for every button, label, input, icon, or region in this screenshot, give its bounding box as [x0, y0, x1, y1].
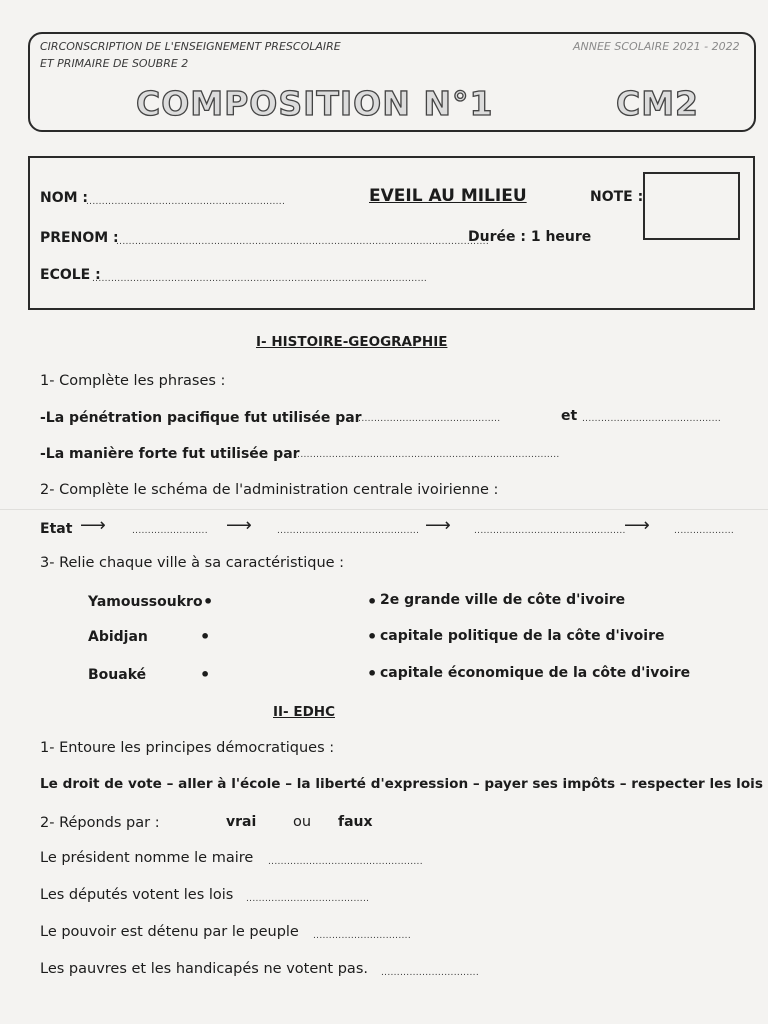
city-abidjan: Abidjan [88, 629, 148, 645]
prenom-label: PRENOM : [40, 230, 119, 246]
city-dot-1[interactable]: • [203, 592, 214, 611]
schema-etat: Etat [40, 521, 73, 537]
s1-q1-line2-blank[interactable]: .................................................................................... [294, 450, 560, 460]
city-yamoussoukro: Yamoussoukro [88, 594, 203, 610]
note-label: NOTE : [590, 189, 644, 205]
statement-1: Le président nomme le maire [40, 850, 254, 866]
ecole-label: ECOLE : [40, 267, 101, 283]
statement-2-blank[interactable]: ....................................... [246, 894, 370, 904]
trait-dot-3[interactable]: • [367, 664, 378, 683]
scan-artifact-line [0, 509, 768, 510]
city-dot-2[interactable]: • [200, 627, 211, 646]
prenom-field[interactable]: ...................................................................................................................... [116, 237, 489, 247]
section-2-title: II- EDHC [273, 704, 335, 720]
trait-2: capitale politique de la côte d'ivoire [380, 628, 665, 644]
schema-blank-2[interactable]: ............................................. [277, 526, 420, 536]
school-year: ANNEE SCOLAIRE 2021 - 2022 [573, 40, 740, 53]
s1-question-1: 1- Complète les phrases : [40, 373, 226, 389]
democratic-principles[interactable]: Le droit de vote – aller à l'école – la liberté d'expression – payer ses impôts – respecter les lois [40, 776, 763, 792]
schema-arrow-2: ⟶ [226, 515, 252, 536]
subject-title: EVEIL AU MILIEU [369, 186, 527, 206]
answer-ou: ou [293, 814, 312, 830]
trait-1: 2e grande ville de côte d'ivoire [380, 592, 626, 608]
schema-blank-1[interactable]: ........................ [132, 526, 208, 536]
statement-4-blank[interactable]: ............................... [381, 968, 479, 978]
statement-3: Le pouvoir est détenu par le peuple [40, 924, 299, 940]
s1-q1-line1-et: et [561, 408, 578, 424]
s1-q1-line1-blank[interactable]: .............................................. [355, 414, 501, 424]
note-box[interactable] [643, 172, 740, 240]
schema-blank-3[interactable]: ................................................ [474, 526, 626, 536]
trait-dot-1[interactable]: • [367, 592, 378, 611]
s1-q1-line1-text: -La pénétration pacifique fut utilisée par [40, 410, 362, 426]
ecole-field[interactable]: .......................................................................................................... [92, 274, 428, 284]
city-bouake: Bouaké [88, 667, 147, 683]
s1-q1-line1-blank-2[interactable]: ............................................ [582, 414, 722, 424]
statement-2: Les députés votent les lois [40, 887, 234, 903]
circonscription-line-2: ET PRIMAIRE DE SOUBRE 2 [40, 57, 189, 70]
statement-3-blank[interactable]: ............................... [313, 931, 411, 941]
s1-question-3: 3- Relie chaque ville à sa caractéristique : [40, 555, 345, 571]
duration: Durée : 1 heure [468, 229, 592, 245]
circonscription-line-1: CIRCONSCRIPTION DE L'ENSEIGNEMENT PRESCOLAIRE [40, 40, 341, 53]
statement-1-blank[interactable]: ................................................. [268, 857, 423, 867]
nom-field[interactable]: ............................................................... [86, 197, 286, 207]
nom-label: NOM : [40, 190, 89, 206]
s2-question-1: 1- Entoure les principes démocratiques : [40, 740, 335, 756]
schema-blank-4[interactable]: ................... [674, 526, 735, 536]
schema-arrow-3: ⟶ [425, 515, 451, 536]
answer-vrai: vrai [226, 814, 257, 830]
trait-3: capitale économique de la côte d'ivoire [380, 665, 691, 681]
section-1-title: I- HISTOIRE-GEOGRAPHIE [256, 334, 448, 350]
answer-faux: faux [338, 814, 373, 830]
city-dot-3[interactable]: • [200, 665, 211, 684]
level-title: CM2 [616, 84, 700, 123]
composition-title: COMPOSITION N°1 [136, 84, 494, 123]
trait-dot-2[interactable]: • [367, 627, 378, 646]
s1-question-2: 2- Complète le schéma de l'administration centrale ivoirienne : [40, 482, 499, 498]
schema-arrow-4: ⟶ [624, 515, 650, 536]
schema-arrow-1: ⟶ [80, 515, 106, 536]
s2-question-2: 2- Réponds par : [40, 815, 160, 831]
s1-q1-line2-text: -La manière forte fut utilisée par [40, 446, 300, 462]
statement-4: Les pauvres et les handicapés ne votent pas. [40, 961, 368, 977]
